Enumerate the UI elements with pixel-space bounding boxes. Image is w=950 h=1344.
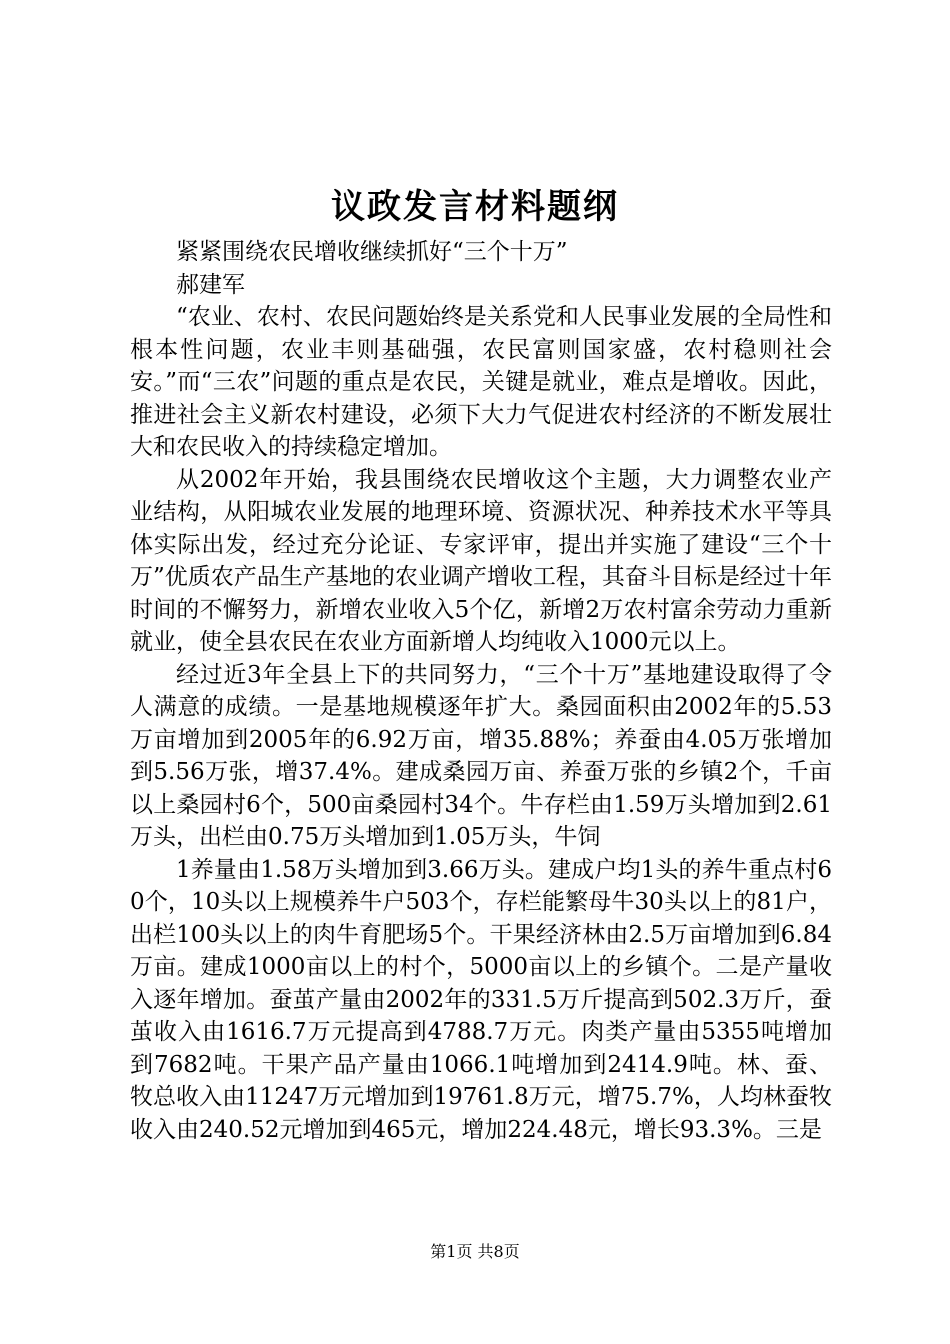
paragraph-2: 从2002年开始，我县围绕农民增收这个主题，大力调整农业产业结构，从阳城农业发展的地理环境、资源状况、种养技术水平等具体实际出发，经过充分论证、专家评审，提出并实施了建设“三个十万”优质农产品生产基地的农业调产增收工程，其奋斗目标是经过十年时间的不懈努力，新增农业收入5个亿，新增2万农村富余劳动力重新就业，使全县农民在农业方面新增人均纯收入1000元以上。 [130,466,832,655]
document-subtitle: 紧紧围绕农民增收继续抓好“三个十万” [176,239,568,265]
paragraph-1: “农业、农村、农民问题始终是关系党和人民事业发展的全局性和根本性问题，农业丰则基础强，农民富则国家盛，农村稳则社会安。”而“三农”问题的重点是农民，关键是就业，难点是增收。因此，推进社会主义新农村建设，必须下大力气促进农村经济的不断发展壮大和农民收入的持续稳定增加。 [130,304,832,460]
document-author: 郝建军 [176,271,245,298]
paragraph-4: 1养量由1.58万头增加到3.66万头。建成户均1头的养牛重点村60个，10头以上规模养牛户503个，存栏能繁母牛30头以上的81户，出栏100头以上的肉牛育肥场5个。干果经济林由2.5万亩增加到6.84万亩。建成1000亩以上的村个，5000亩以上的乡镇个。二是产量收入逐年增加。蚕茧产量由2002年的331.5万斤提高到502.3万斤，蚕茧收入由1616.7万元提高到4788.7万元。肉类产量由5355吨增加到7682吨。干果产品产量由1066.1吨增加到2414.9吨。林、蚕、牧总收入由11247万元增加到19761.8万元，增75.7%，人均林蚕牧收入由240.52元增加到465元，增加224.48元，增长93.3%。三是 [130,856,832,1143]
page-footer: 第1页 共8页 [430,1242,520,1261]
document-title: 议政发言材料题纲 [331,187,619,227]
paragraph-3: 经过近3年全县上下的共同努力，“三个十万”基地建设取得了令人满意的成绩。一是基地规模逐年扩大。桑园面积由2002年的5.53万亩增加到2005年的6.92万亩，增35.88%；养蚕由4.05万张增加到5.56万张，增37.4%。建成桑园万亩、养蚕万张的乡镇2个，千亩以上桑园村6个，500亩桑园村34个。牛存栏由1.59万头增加到2.61万头，出栏由0.75万头增加到1.05万头，牛饲 [130,661,832,850]
document-body [130,236,832,1146]
